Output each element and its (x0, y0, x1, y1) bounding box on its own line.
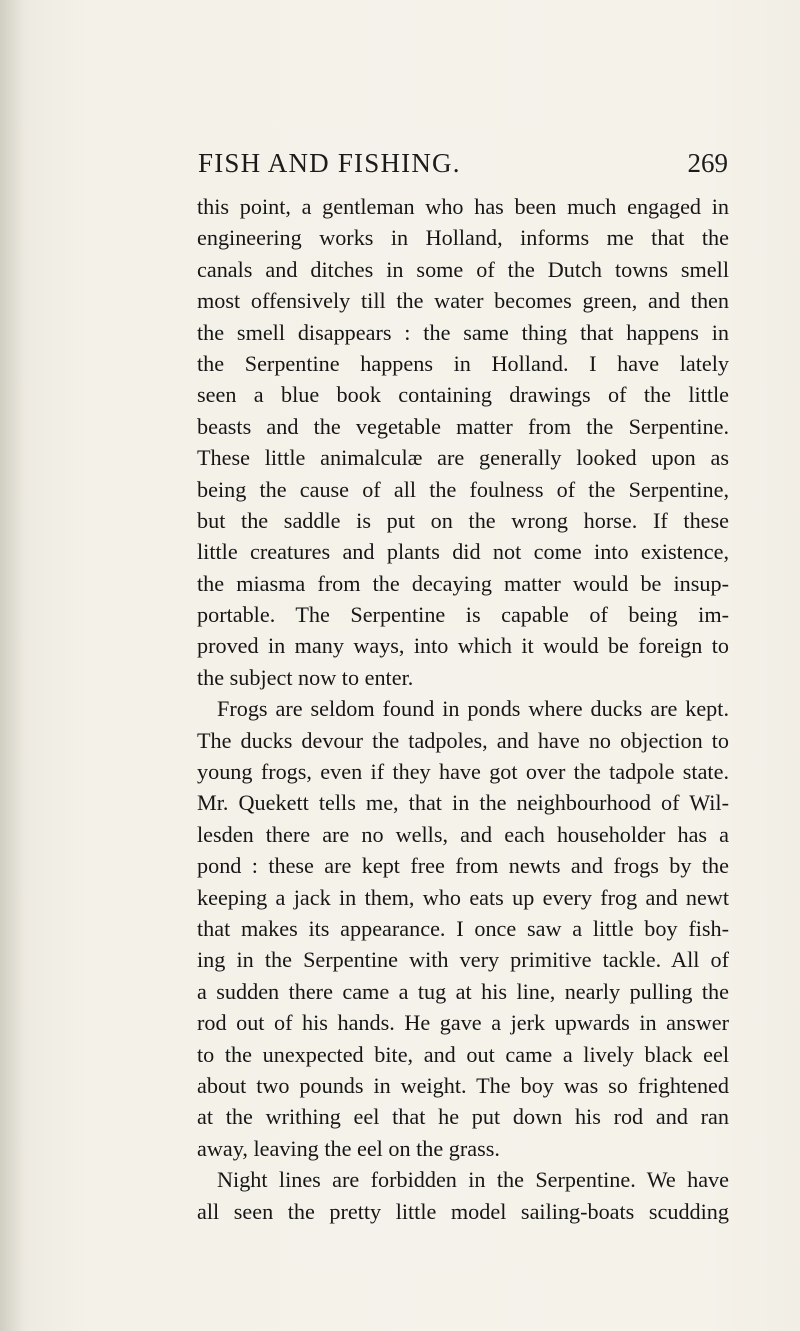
text-line: seen a blue book containing drawings of the little (197, 382, 729, 408)
text-line: These little animalculæ are generally looked upon as (197, 445, 729, 471)
text-line: pond : these are kept free from newts and frogs by the (197, 853, 729, 879)
text-line: Mr. Quekett tells me, that in the neighbourhood of Wil- (197, 790, 729, 816)
text-line: engineering works in Holland, informs me that the (197, 225, 729, 251)
running-head (198, 148, 728, 184)
text-line: lesden there are no wells, and each householder has a (197, 821, 729, 847)
text-line: Night lines are forbidden in the Serpentine. We have (217, 1167, 729, 1193)
text-line: The ducks devour the tadpoles, and have no objection to (197, 727, 729, 753)
text-line: all seen the pretty little model sailing-boats scudding (197, 1198, 729, 1224)
running-title: FISH AND FISHING. (198, 148, 461, 178)
text-line: ing in the Serpentine with very primitive tackle. All of (197, 947, 729, 973)
text-line: the miasma from the decaying matter would be insup- (197, 570, 729, 596)
text-line: young frogs, even if they have got over the tadpole state. (197, 759, 729, 785)
text-line: beasts and the vegetable matter from the Serpentine. (197, 413, 729, 439)
text-line: that makes its appearance. I once saw a little boy fish- (197, 915, 729, 941)
page-gutter-shadow (0, 0, 24, 1331)
text-line: keeping a jack in them, who eats up every frog and newt (197, 884, 729, 910)
text-line: portable. The Serpentine is capable of being im- (197, 602, 729, 628)
text-line: Frogs are seldom found in ponds where ducks are kept. (217, 696, 729, 722)
text-line: the Serpentine happens in Holland. I have lately (197, 350, 729, 376)
text-line: a sudden there came a tug at his line, nearly pulling the (197, 978, 729, 1004)
text-line: proved in many ways, into which it would be foreign to (197, 633, 729, 659)
text-line: the subject now to enter. (197, 664, 414, 690)
text-line: away, leaving the eel on the grass. (197, 1135, 500, 1161)
text-line: to the unexpected bite, and out came a lively black eel (197, 1041, 729, 1067)
text-line: about two pounds in weight. The boy was so frightened (197, 1072, 729, 1098)
text-line: little creatures and plants did not come into existence, (197, 539, 729, 565)
text-line: the smell disappears : the same thing that happens in (197, 319, 729, 345)
text-line: most offensively till the water becomes green, and then (197, 288, 729, 314)
page-number: 269 (687, 148, 728, 178)
text-line: being the cause of all the foulness of the Serpentine, (197, 476, 729, 502)
text-line: but the saddle is put on the wrong horse. If these (197, 507, 729, 533)
text-line: at the writhing eel that he put down his rod and ran (197, 1104, 729, 1130)
body-text (197, 191, 729, 1227)
text-line: canals and ditches in some of the Dutch towns smell (197, 256, 729, 282)
text-line: this point, a gentleman who has been much engaged in (197, 194, 729, 219)
text-line: rod out of his hands. He gave a jerk upwards in answer (197, 1010, 729, 1036)
